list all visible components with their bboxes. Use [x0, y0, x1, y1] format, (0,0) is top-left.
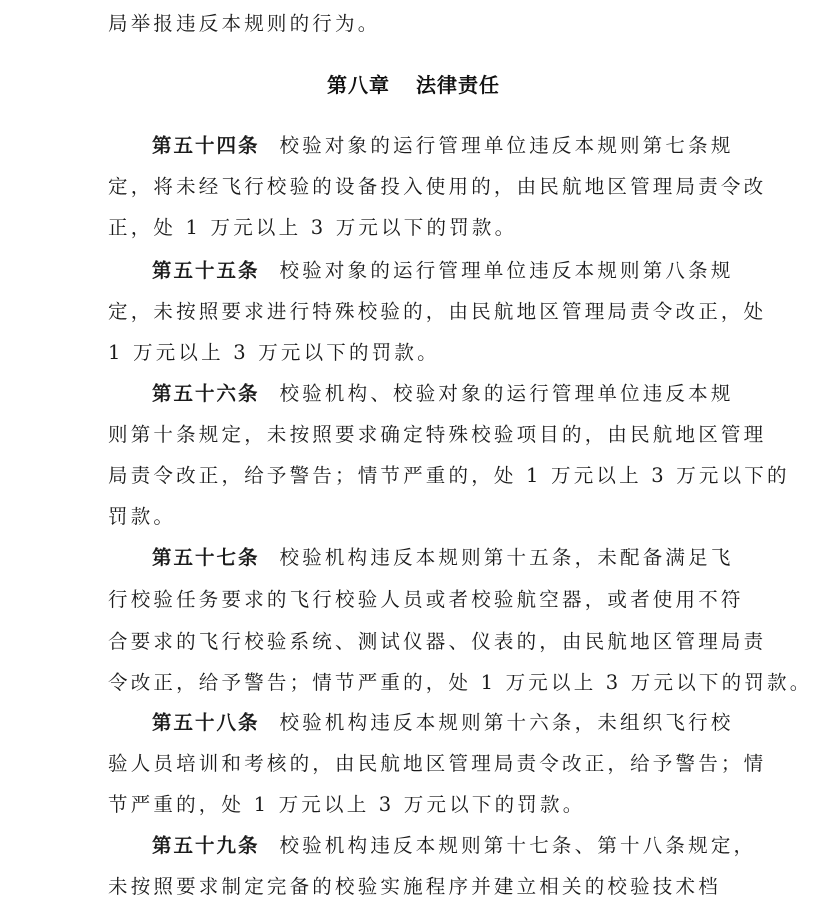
paragraph-line: 合要求的飞行校验系统、测试仪器、仪表的，由民航地区管理局责	[108, 630, 767, 653]
paragraph-line: 验人员培训和考核的，由民航地区管理局责令改正，给予警告；情	[108, 752, 767, 775]
paragraph-line: 未按照要求制定完备的校验实施程序并建立相关的校验技术档	[108, 875, 721, 898]
paragraph-line: 节严重的，处 1 万元以上 3 万元以下的罚款。	[108, 793, 586, 816]
article-first-line	[152, 711, 734, 735]
article-text: 校验机构违反本规则第十六条，未组织飞行校	[279, 711, 734, 734]
article-number: 第五十五条	[152, 259, 260, 282]
paragraph-line: 罚款。	[108, 505, 177, 528]
article-number: 第五十七条	[152, 546, 260, 569]
paragraph-line: 行校验任务要求的飞行校验人员或者校验航空器，或者使用不符	[108, 588, 744, 611]
article-number: 第五十六条	[152, 382, 260, 405]
article-text: 校验机构违反本规则第十五条，未配备满足飞	[279, 546, 734, 569]
article-text: 校验机构违反本规则第十七条、第十八条规定，	[279, 834, 757, 857]
article-number: 第五十九条	[152, 834, 260, 857]
paragraph-line: 局责令改正，给予警告；情节严重的，处 1 万元以上 3 万元以下的	[108, 464, 790, 487]
paragraph-line: 定，将未经飞行校验的设备投入使用的，由民航地区管理局责令改	[108, 175, 767, 198]
paragraph-line: 局举报违反本规则的行为。	[108, 12, 381, 35]
paragraph-line: 1 万元以上 3 万元以下的罚款。	[108, 341, 440, 364]
article-first-line	[152, 259, 734, 283]
chapter-number: 第八章	[327, 73, 390, 97]
article-number: 第五十四条	[152, 134, 260, 157]
article-text: 校验对象的运行管理单位违反本规则第七条规	[279, 134, 734, 157]
paragraph-line: 正，处 1 万元以上 3 万元以下的罚款。	[108, 216, 518, 239]
article-text: 校验对象的运行管理单位违反本规则第八条规	[279, 259, 734, 282]
article-first-line	[152, 546, 734, 570]
paragraph-line: 令改正，给予警告；情节严重的，处 1 万元以上 3 万元以下的罚款。	[108, 671, 813, 694]
article-number: 第五十八条	[152, 711, 260, 734]
article-first-line	[152, 382, 734, 406]
paragraph-line: 则第十条规定，未按照要求确定特殊校验项目的，由民航地区管理	[108, 423, 767, 446]
article-first-line	[152, 134, 734, 158]
article-text: 校验机构、校验对象的运行管理单位违反本规	[279, 382, 734, 405]
paragraph-line: 定，未按照要求进行特殊校验的，由民航地区管理局责令改正，处	[108, 300, 767, 323]
chapter-heading	[0, 72, 827, 98]
article-first-line	[152, 834, 757, 858]
chapter-title: 法律责任	[416, 73, 500, 97]
